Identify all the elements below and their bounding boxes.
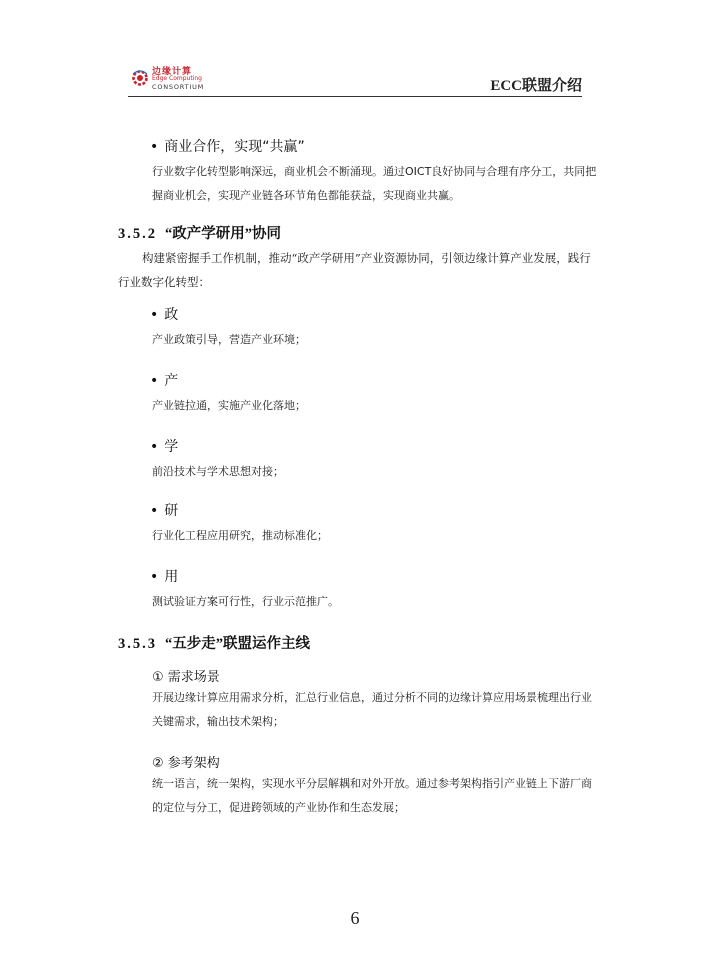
- section-number: 3.5.2: [118, 226, 157, 242]
- bullet-text-yan: 行业化工程应用研究，推动标准化；: [152, 529, 328, 542]
- bullet-heading-yong: [150, 566, 178, 586]
- bullet-heading-text: 商业合作，实现“共赢”: [164, 139, 305, 155]
- bullet-heading-text: 用: [164, 569, 179, 585]
- bullet-icon: •: [150, 569, 159, 585]
- section-heading-3-5-3: [118, 632, 310, 653]
- step-text-2: 统一语言，统一架构，实现水平分层解耦和对外开放。通过参考架构指引产业链上下游厂商的定位与分工，促进跨领域的产业协作和生态发展；: [152, 777, 592, 814]
- bullet-text-yong: 测试验证方案可行性，行业示范推广。: [152, 595, 339, 608]
- bullet-heading-text: 学: [164, 439, 179, 455]
- paragraph-business: 行业数字化转型影响深远，商业机会不断涌现。通过OICT良好协同与合理有序分工，共同把握商业机会，实现产业链各环节角色都能获益，实现商业共赢。: [152, 165, 597, 202]
- ecc-logo: [130, 62, 210, 96]
- gear-icon: [130, 68, 150, 88]
- header-divider: [128, 96, 582, 97]
- bullet-icon: •: [150, 439, 159, 455]
- bullet-heading-text: 产: [164, 373, 179, 389]
- bullet-text-zheng: 产业政策引导，营造产业环境；: [152, 333, 306, 346]
- bullet-icon: •: [150, 373, 159, 389]
- section-heading-3-5-2: [118, 222, 281, 243]
- bullet-text-chan: 产业链拉通，实施产业化落地；: [152, 399, 306, 412]
- step-heading-1: ① 需求场景: [152, 670, 220, 685]
- bullet-heading-zheng: [150, 304, 178, 324]
- bullet-icon: •: [150, 503, 159, 519]
- section-intro: 构建紧密握手工作机制，推动“政产学研用”产业资源协同，引领边缘计算产业发展，践行行业数字化转型：: [118, 251, 591, 289]
- step-heading-2: ② 参考架构: [152, 756, 220, 771]
- bullet-heading-business: [150, 136, 305, 156]
- bullet-heading-yan: [150, 500, 178, 520]
- logo-english-line1: Edge Computing: [152, 75, 202, 82]
- logo-chinese-text: 边缘计算: [152, 67, 193, 77]
- bullet-heading-text: 研: [164, 503, 179, 519]
- bullet-heading-chan: [150, 370, 178, 390]
- bullet-text-xue: 前沿技术与学术思想对接；: [152, 465, 284, 478]
- section-title: “五步走”联盟运作主线: [165, 636, 310, 652]
- section-title: “政产学研用”协同: [165, 226, 281, 242]
- section-number: 3.5.3: [118, 636, 157, 652]
- bullet-icon: •: [150, 139, 159, 155]
- bullet-icon: •: [150, 307, 159, 323]
- bullet-heading-text: 政: [164, 307, 179, 323]
- logo-english-line2: CONSORTIUM: [152, 83, 205, 91]
- header-title: ECC联盟介绍: [490, 78, 582, 94]
- page-number: 6: [350, 908, 360, 928]
- bullet-heading-xue: [150, 436, 178, 456]
- step-text-1: 开展边缘计算应用需求分析，汇总行业信息，通过分析不同的边缘计算应用场景梳理出行业关键需求，输出技术架构；: [152, 691, 592, 728]
